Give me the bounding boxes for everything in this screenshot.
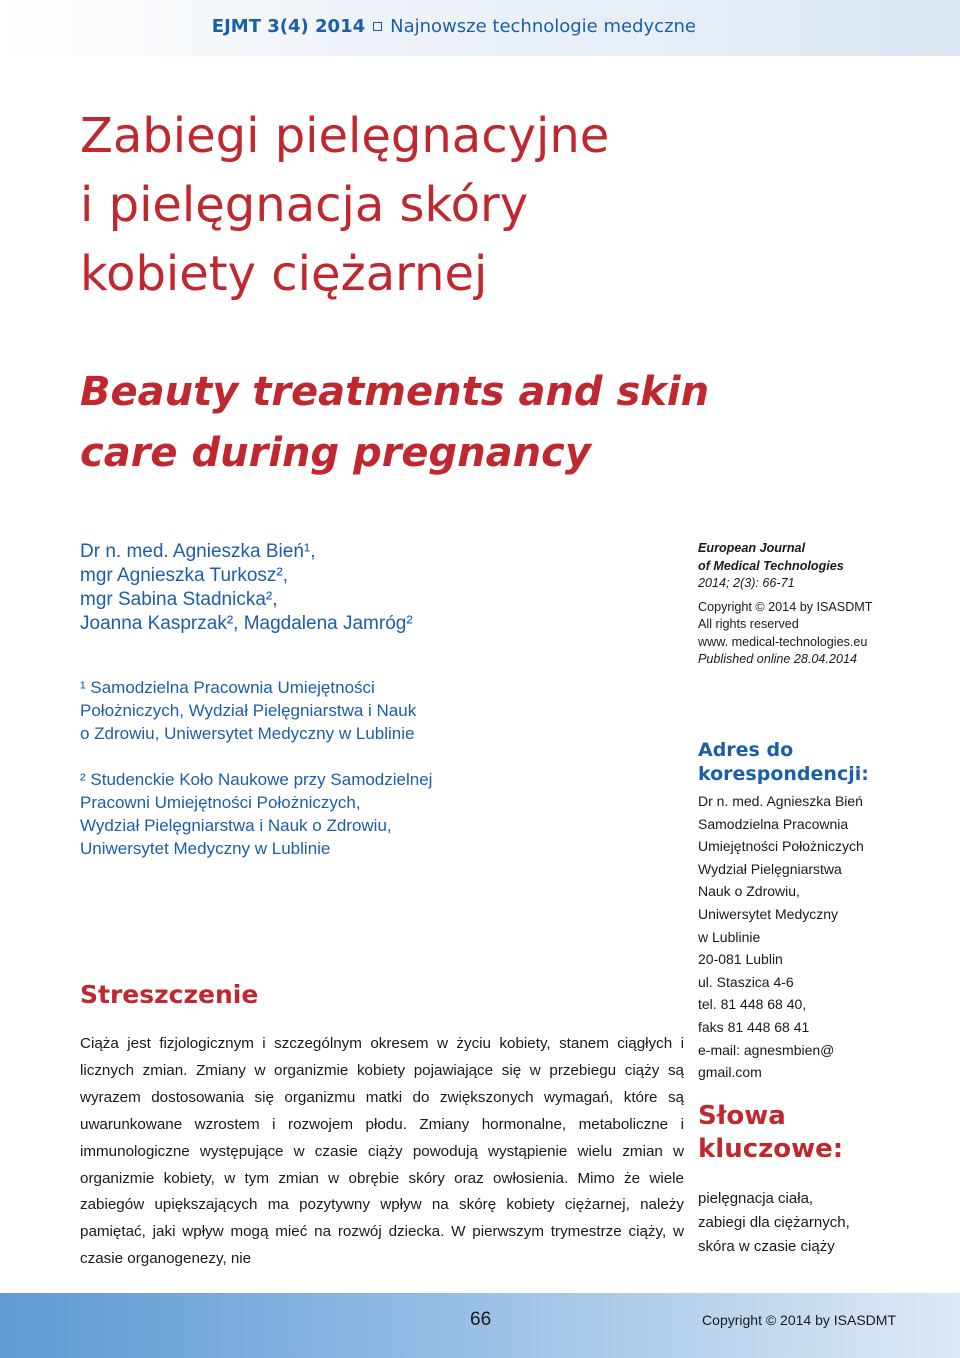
affiliation-2 xyxy=(80,768,640,860)
affiliation-line: ² Studenckie Koło Naukowe przy Samodzielnej xyxy=(80,770,433,789)
author-line: mgr Agnieszka Turkosz², xyxy=(80,565,289,586)
journal-citation: 2014; 2(3): 66-71 xyxy=(698,576,795,590)
affiliation-line: Uniwersytet Medyczny w Lublinie xyxy=(80,839,331,858)
author-line: Joanna Kasprzak², Magdalena Jamróg² xyxy=(80,613,413,634)
title-polish xyxy=(80,102,720,309)
affiliation-line: Wydział Pielęgniarstwa i Nauk o Zdrowiu, xyxy=(80,816,392,835)
journal-published-date: Published online 28.04.2014 xyxy=(698,652,857,666)
affiliation-line: Pracowni Umiejętności Położniczych, xyxy=(80,793,361,812)
affiliation-1 xyxy=(80,676,640,745)
affiliation-line: o Zdrowiu, Uniwersytet Medyczny w Lublinie xyxy=(80,724,415,743)
correspondence-line: Wydział Pielęgniarstwa xyxy=(698,860,842,877)
author-list xyxy=(80,540,640,636)
author-line: Dr n. med. Agnieszka Bień¹, xyxy=(80,541,316,562)
journal-rights: All rights reserved xyxy=(698,617,799,631)
title-polish-line: i pielęgnacja skóry xyxy=(80,177,529,233)
abstract-text: Ciąża jest fizjologicznym i szczególnym okresem w życiu kobiety, stanem ciągłych i licznych zmian. Zmiany w organizmie kobiety pojawiające się w przebiegu ciąży są wyrazem dostosowania się organizmu matki do zwiększonych wymagań, które są uwarunkowane wzrostem i rozwojem płodu. Zmiany hormonalne, metaboliczne i immunologiczne występujące w czasie ciąży powodują wystąpienie wielu zmian w organizmie kobiety, w tym zmian w obrębie skóry oraz owłosienia. Mimo że wiele zabiegów upiększających ma pozytywny wpływ na skórę kobiety ciężarnej, należy pamiętać, jaki wpływ mogą mieć na rozwój dziecka. W pierwszym trymestrze ciąży, w czasie organogenezy, nie xyxy=(80,1035,684,1268)
correspondence-line: 20-081 Lublin xyxy=(698,951,783,968)
running-header xyxy=(212,16,696,37)
journal-issue: EJMT 3(4) 2014 xyxy=(211,16,366,37)
page-header xyxy=(0,0,960,56)
keywords-heading-line: Słowa xyxy=(698,1101,786,1131)
page-footer xyxy=(0,1293,960,1358)
journal-website[interactable]: www. medical-technologies.eu xyxy=(698,634,868,649)
abstract-heading: Streszczenie xyxy=(80,980,259,1009)
correspondence-line: faks 81 448 68 41 xyxy=(698,1018,810,1035)
correspondence-line: Umiejętności Położniczych xyxy=(698,838,864,855)
correspondence-heading-line: Adres do xyxy=(698,739,794,761)
keywords-heading-line: kluczowe: xyxy=(698,1134,844,1164)
correspondence-heading-line: korespondencji: xyxy=(698,763,869,785)
affiliation-line: ¹ Samodzielna Pracownia Umiejętności xyxy=(80,678,375,697)
correspondence-line: Uniwersytet Medyczny xyxy=(698,905,839,922)
title-polish-line: kobiety ciężarnej xyxy=(80,246,488,302)
author-line: mgr Sabina Stadnicka², xyxy=(80,589,278,610)
keywords-heading xyxy=(698,1100,938,1166)
correspondence-line: w Lublinie xyxy=(698,928,761,945)
affiliation-line: Położniczych, Wydział Pielęgniarstwa i Nauk xyxy=(80,701,417,720)
correspondence-email[interactable]: e-mail: agnesmbien@ xyxy=(698,1041,835,1058)
keyword-item: zabiegi dla ciężarnych, xyxy=(698,1214,850,1231)
correspondence-heading xyxy=(698,738,938,786)
journal-info xyxy=(698,540,938,669)
title-english-line: care during pregnancy xyxy=(80,430,591,476)
journal-name: European Journal xyxy=(698,541,806,555)
title-english-line: Beauty treatments and skin xyxy=(80,369,710,415)
title-polish-line: Zabiegi pielęgnacyjne xyxy=(80,108,610,164)
title-english xyxy=(80,362,720,484)
correspondence-line: Samodzielna Pracownia xyxy=(698,815,849,832)
correspondence-address xyxy=(698,790,938,1084)
footer-copyright: Copyright © 2014 by ISASDMT xyxy=(702,1312,896,1328)
correspondence-line: tel. 81 448 68 40, xyxy=(698,996,807,1013)
journal-section: Najnowsze technologie medyczne xyxy=(390,16,696,37)
correspondence-line: Dr n. med. Agnieszka Bień xyxy=(698,793,863,809)
keyword-item: pielęgnacja ciała, xyxy=(698,1190,814,1207)
keyword-item: skóra w czasie ciąży xyxy=(698,1238,835,1255)
journal-copyright: Copyright © 2014 by ISASDMT xyxy=(698,599,873,614)
keywords-list xyxy=(698,1187,938,1259)
correspondence-line: Nauk o Zdrowiu, xyxy=(698,883,800,900)
square-bullet-icon xyxy=(373,22,382,31)
correspondence-line: ul. Staszica 4-6 xyxy=(698,973,794,990)
journal-name: of Medical Technologies xyxy=(698,558,844,573)
correspondence-email[interactable]: gmail.com xyxy=(698,1064,762,1081)
page-number: 66 xyxy=(470,1309,492,1330)
